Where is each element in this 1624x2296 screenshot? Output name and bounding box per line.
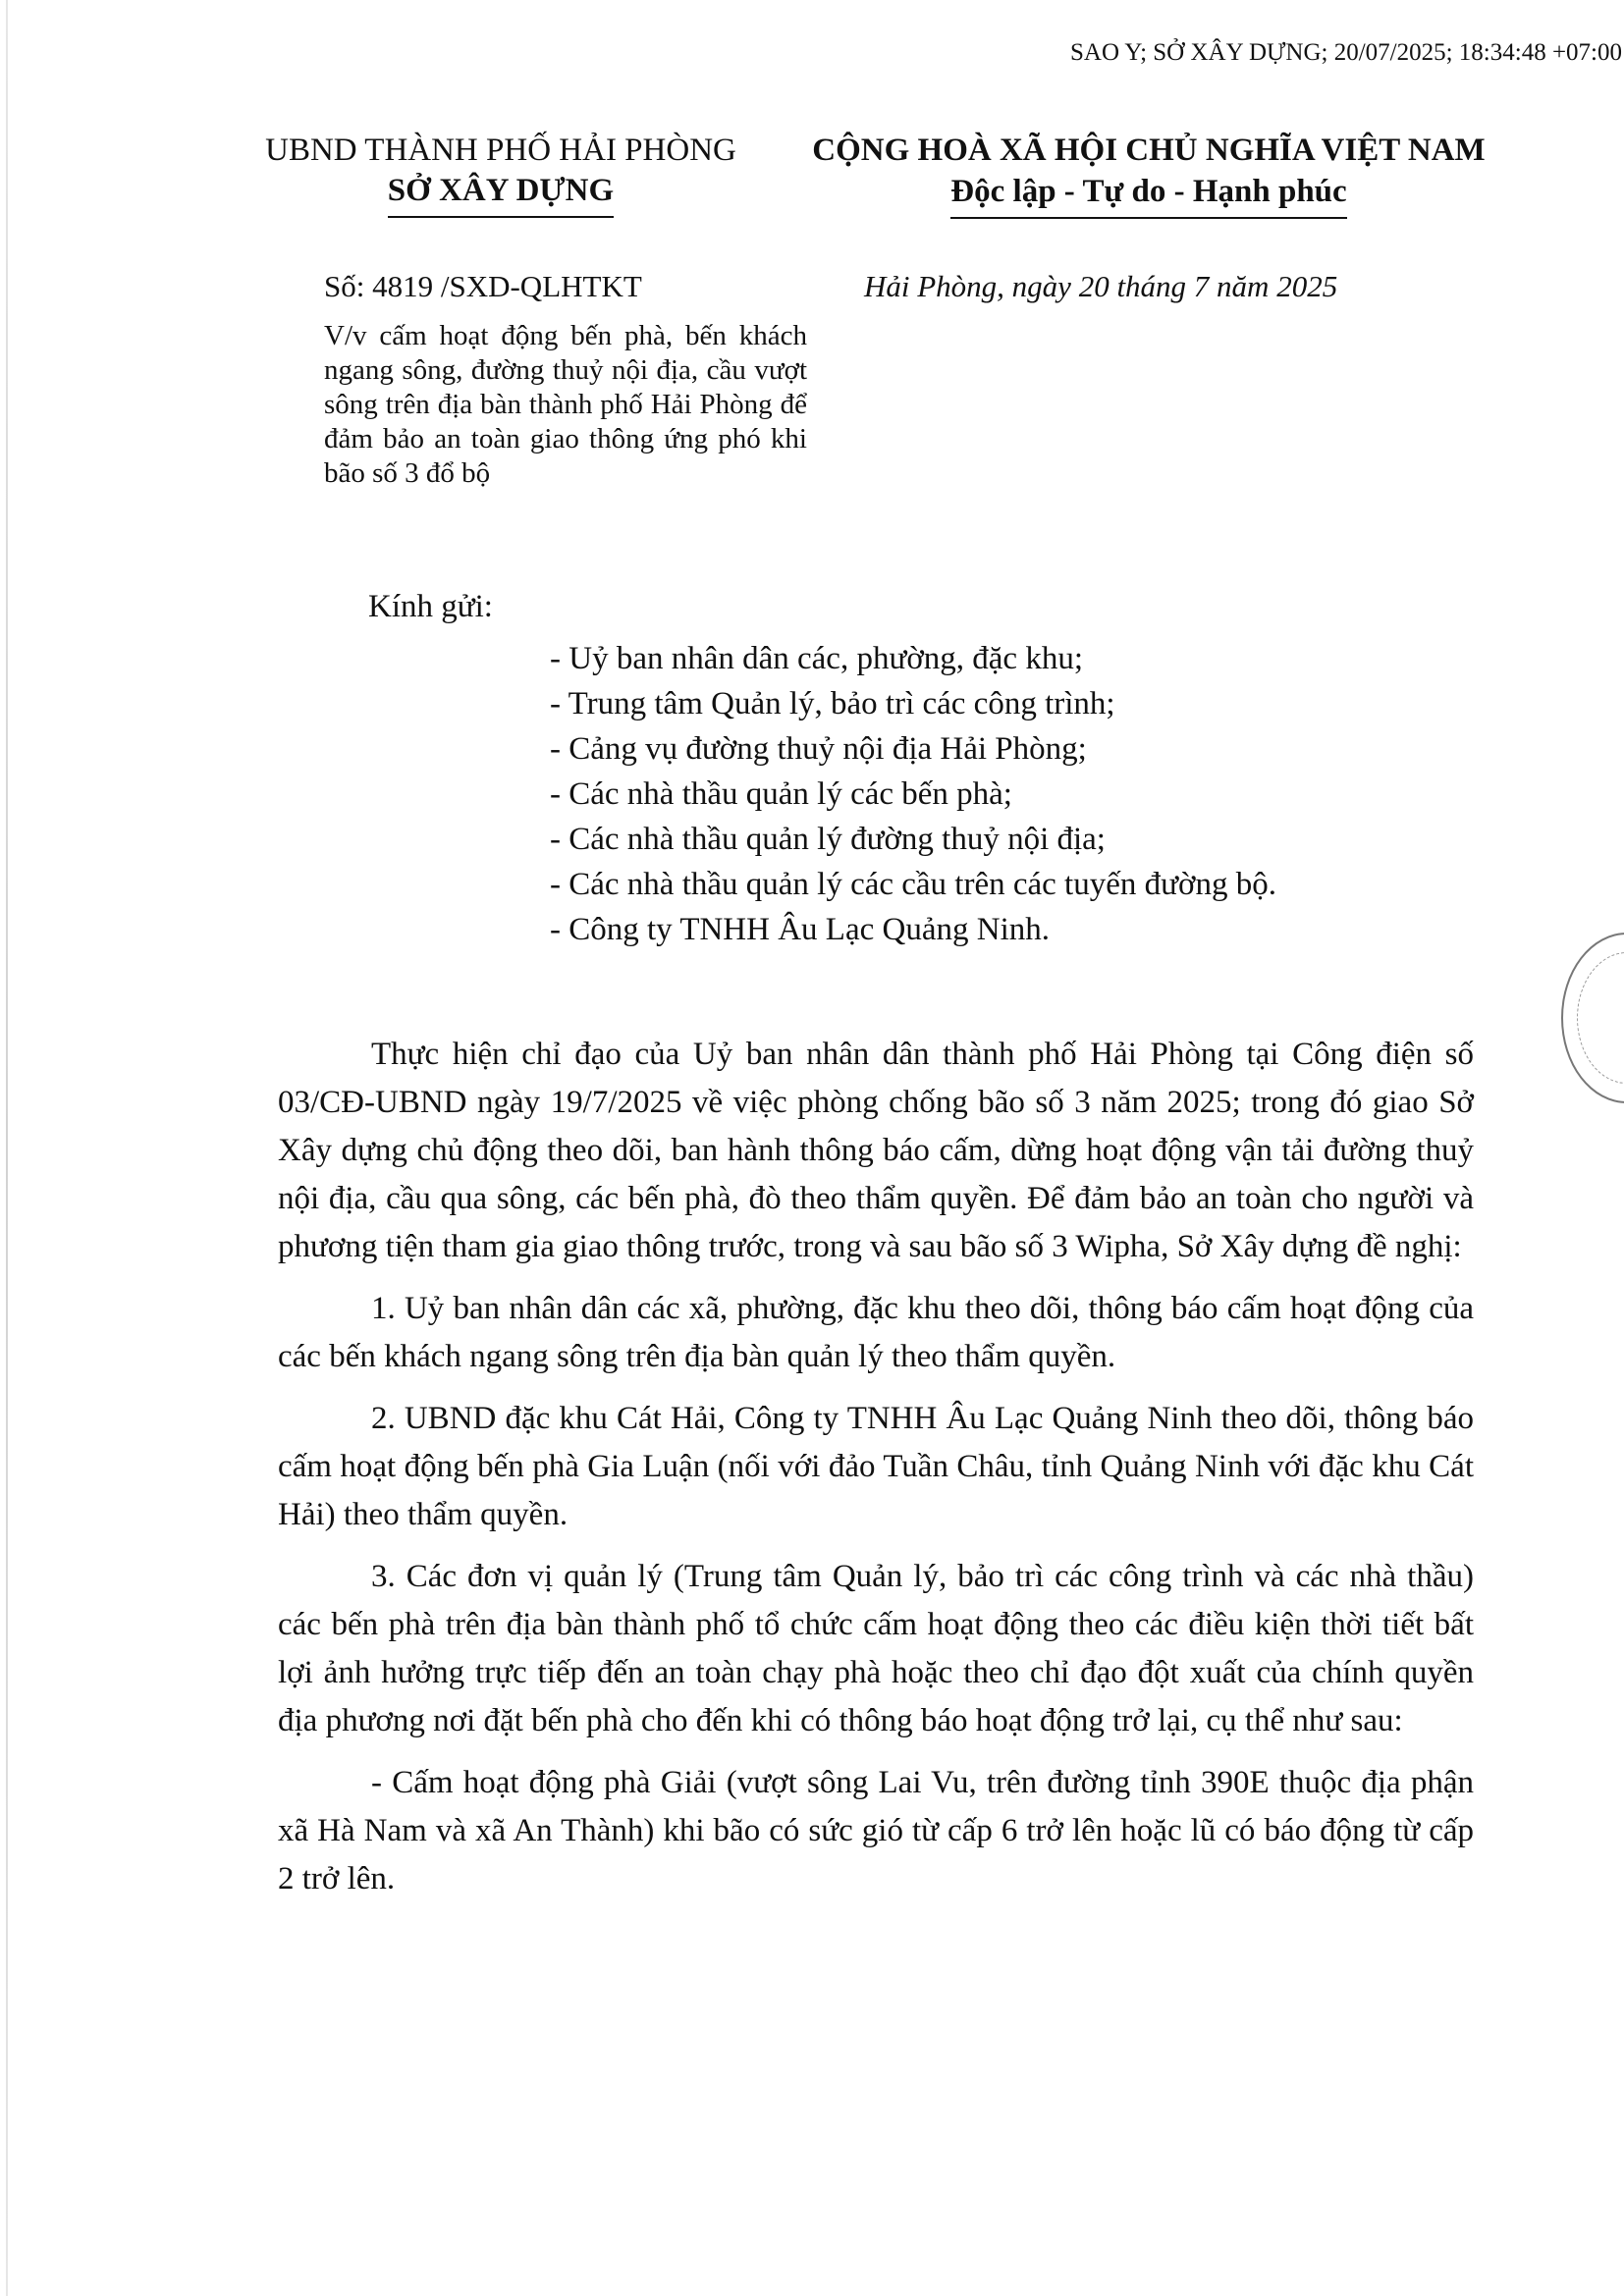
agency-name: UBND THÀNH PHỐ HẢI PHÒNG (265, 133, 736, 168)
recipient-item: - Công ty TNHH Âu Lạc Quảng Ninh. (550, 912, 1050, 947)
body-paragraph: 1. Uỷ ban nhân dân các xã, phường, đặc khu theo dõi, thông báo cấm hoạt động của các bến khách ngang sông trên địa bàn quản lý theo thẩm quyền. (278, 1291, 1474, 1374)
department-underline (388, 216, 614, 218)
nation-title: CỘNG HOÀ XÃ HỘI CHỦ NGHĨA VIỆT NAM (812, 133, 1486, 168)
copy-stamp: SAO Y; SỞ XÂY DỰNG; 20/07/2025; 18:34:48 +07:00 (1069, 39, 1622, 66)
recipient-item: - Các nhà thầu quản lý các cầu trên các tuyến đường bộ. (550, 867, 1276, 902)
recipient-item: - Trung tâm Quản lý, bảo trì các công trình; (550, 686, 1115, 721)
national-header (785, 131, 1512, 219)
department-label: SỞ XÂY DỰNG (387, 173, 615, 209)
body-paragraph: 2. UBND đặc khu Cát Hải, Công ty TNHH Âu Lạc Quảng Ninh theo dõi, thông báo cấm hoạt động bến phà Gia Luận (nối với đảo Tuần Châu, tỉnh Quảng Ninh với đặc khu Cát Hải) theo thẩm quyền. (278, 1401, 1474, 1532)
body-paragraph: Thực hiện chỉ đạo của Uỷ ban nhân dân thành phố Hải Phòng tại Công điện số 03/CĐ-UBND ngày 19/7/2025 về việc phòng chống bão số 3 năm 2025; trong đó giao Sở Xây dựng chủ động theo dõi, ban hành thông báo cấm, dừng hoạt động vận tải đường thuỷ nội địa, cầu qua sông, các bến phà, đò theo thẩm quyền. Để đảm bảo an toàn cho người và phương tiện tham gia giao thông trước, trong và sau bão số 3 Wipha, Sở Xây dựng đề nghị: (278, 1037, 1474, 1264)
department-name (388, 171, 614, 217)
recipient-item: - Các nhà thầu quản lý các bến phà; (550, 776, 1012, 812)
salutation: Kính gửi: (368, 589, 493, 624)
page-edge (6, 0, 8, 2296)
recipient-item: - Các nhà thầu quản lý đường thuỷ nội địa; (550, 822, 1106, 857)
document-number: Số: 4819 /SXD-QLHTKT (324, 269, 642, 303)
partial-seal-stamp (1561, 933, 1624, 1103)
recipient-list (550, 636, 1276, 952)
national-motto (950, 171, 1346, 219)
document-subject: V/v cấm hoạt động bến phà, bến khách ngang sông, đường thuỷ nội địa, cầu vượt sông trên địa bàn thành phố Hải Phòng để đảm bảo an toàn giao thông ứng phó khi bão số 3 đổ bộ (324, 320, 807, 489)
motto-underline (950, 217, 1346, 219)
document-date: Hải Phòng, ngày 20 tháng 7 năm 2025 (864, 269, 1338, 303)
body-paragraph: 3. Các đơn vị quản lý (Trung tâm Quản lý, bảo trì các công trình và các nhà thầu) các bến phà trên địa bàn thành phố tổ chức cấm hoạt động theo các điều kiện thời tiết bất lợi ảnh hưởng trực tiếp đến an toàn chạy phà hoặc theo chỉ đạo đột xuất của chính quyền địa phương nơi đặt bến phà cho đến khi có thông báo hoạt động trở lại, cụ thể như sau: (278, 1559, 1474, 1738)
issuer-header (245, 131, 756, 218)
document-body (278, 1031, 1474, 1917)
motto-label: Độc lập - Tự do - Hạnh phúc (950, 174, 1347, 210)
recipient-item: - Cảng vụ đường thuỷ nội địa Hải Phòng; (550, 731, 1087, 767)
body-paragraph: - Cấm hoạt động phà Giải (vượt sông Lai Vu, trên đường tỉnh 390E thuộc địa phận xã Hà Nam và xã An Thành) khi bão có sức gió từ cấp 6 trở lên hoặc lũ có báo động từ cấp 2 trở lên. (278, 1765, 1474, 1896)
recipient-item: - Uỷ ban nhân dân các, phường, đặc khu; (550, 641, 1084, 676)
